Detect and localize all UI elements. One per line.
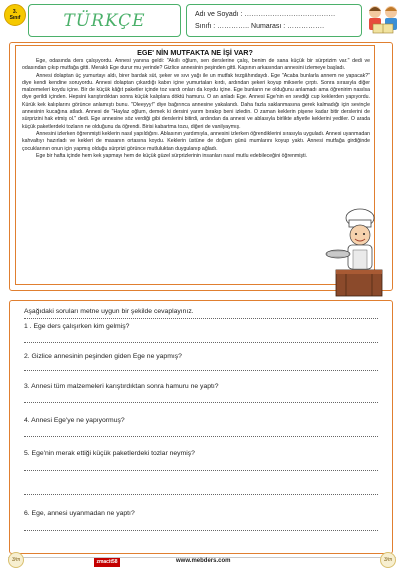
- question-2: 2. Gizlice annesinin peşinden giden Ege ne yapmış?: [24, 353, 182, 360]
- grade-number: 3.: [12, 9, 18, 15]
- question-3: 3. Annesi tüm malzemeleri karıştırdıktan sonra hamuru ne yaptı?: [24, 383, 219, 390]
- answer-line-3[interactable]: [24, 402, 378, 403]
- grade-label: Sınıf: [9, 15, 21, 21]
- questions-instruction: Aşağıdaki soruları metne uygun bir şekilde cevaplayınız.: [24, 308, 194, 315]
- story-paragraph: Ege bir hafta içinde hem kek yapmayı hem de küçük güzel sürprizlerinin insanları nasıl mutlu edebileceğini öğrenmişti.: [36, 152, 308, 159]
- answer-line-5[interactable]: [24, 470, 378, 471]
- class-number-field-label: Sınıfı : ………….. Numarası : …………….: [195, 23, 325, 30]
- question-1: 1 . Ege ders çalışırken kim gelmiş?: [24, 323, 130, 330]
- question-6: 6. Ege, annesi uyanmadan ne yaptı?: [24, 510, 135, 517]
- corner-badge-left: 3/m: [8, 552, 24, 568]
- story-text: [22, 58, 370, 160]
- subject-title: TÜRKÇE: [63, 10, 146, 31]
- story-paragraph: Ege, odasında ders çalışıyordu. Annesi yanına geldi: "Akıllı oğlum, sen derslerine çalış, benim de sana küçük bir sürprizim var." dedi ve odasından çıkıp mutfağa gitti. Meraklı Ege durur mu yerinde? Gizlice annesinin peşinden gitti. Kapının arkasından annesini izlemeye başladı.: [22, 58, 370, 72]
- grade-badge: [4, 4, 26, 26]
- corner-badge-right: 3/m: [380, 552, 396, 568]
- story-title: EGE' NİN MUTFAKTA NE İŞİ VAR?: [137, 48, 253, 57]
- story-paragraph: Annesi dolaptan üç yumurtayı aldı, birer bardak süt, şeker ve sıvı yağı ile un mutfak tezgâhındaydı. Ege "Acaba bunlarla annem ne yapacak?" diye kendi kendine soruyordu. Annesi dolaptan çıkardığı kabın içine yumurtaları kırdı, ardından şekeri koyup mikserle çırptı. Sonra sırasıyla diğer malzemeleri koydu içine. Bir de küçük kâğıt paketler içinde toz vardı onları da koydu içine. Ege bunların ne olduğunu anlamadı ama öğrenirim nasılsa diye gerildi içinden. Hepsini karıştırdıktan sonra küçük kalıplara döktü hamuru. O an anladı Ege. Annesi Ege'nin en sevdiği cup keklerden yapıyordu. Kürük kek kalıplarını görünce anlamıştı bunu. "Oleeyyy!" diye bağırınca annesine yakalandı. Daha fazla saklanmasına gerek kalmadığı için sevinçle annesinin kucağına atladı. Annesi de "Haylaz oğlum, demek ki dersini yarım bırakıp beni izledin. O zaman keklerin pişene kadar bitir derslerini de sürprizini hak etmiş ol." dedi. Ege annesine söz verdiği gibi derslerini bitirdi, ardından da annesi ve ablasıyla birlikte afiyetle keklerini yediler. O arada küçük paketlerdeki tozların ne olduğunu da öğrendi. Birisi kabartma tozu, diğeri de vanilyaymış.: [22, 72, 370, 130]
- name-field-label: Adı ve Soyadı : …………………………………: [195, 11, 336, 18]
- answer-line-6[interactable]: [24, 530, 378, 531]
- answer-line-4[interactable]: [24, 436, 378, 437]
- children-reading-illustration-icon: [364, 2, 402, 38]
- instruction-answer-line[interactable]: [24, 318, 378, 319]
- subject-box: [28, 4, 181, 37]
- footer-site-link[interactable]: www.mebders.com: [176, 558, 231, 564]
- student-info-box: [186, 4, 362, 37]
- story-paragraph: Annesini izlerken öğrenmişti keklerin nasıl yapıldığını. Ablasının yardımıyla, annesini izlerken öğrendiklerini sırasıyla uyguladı. Annesi uyanmadan kahvaltıyı hazırladı ve kekleri de masanın ortasına koydu. Keklerin üstüne de doğum günü mumlarını koyup yaktı. Annesi mutfağa girdiğinde çocuklarının onun için yapmış olduğu sürprizi görünce mutluluktan duygulanıp ağladı.: [22, 130, 370, 152]
- chef-boy-illustration-icon: [318, 208, 398, 298]
- question-4: 4. Annesi Ege'ye ne yapıyormuş?: [24, 417, 125, 424]
- answer-line-2[interactable]: [24, 370, 378, 371]
- answer-line-1[interactable]: [24, 342, 378, 343]
- question-5: 5. Ege'nin merak ettiği küçük paketlerdeki tozlar neymiş?: [24, 450, 195, 457]
- answer-line-5b[interactable]: [24, 494, 378, 495]
- author-tag: zmacit58: [94, 558, 120, 567]
